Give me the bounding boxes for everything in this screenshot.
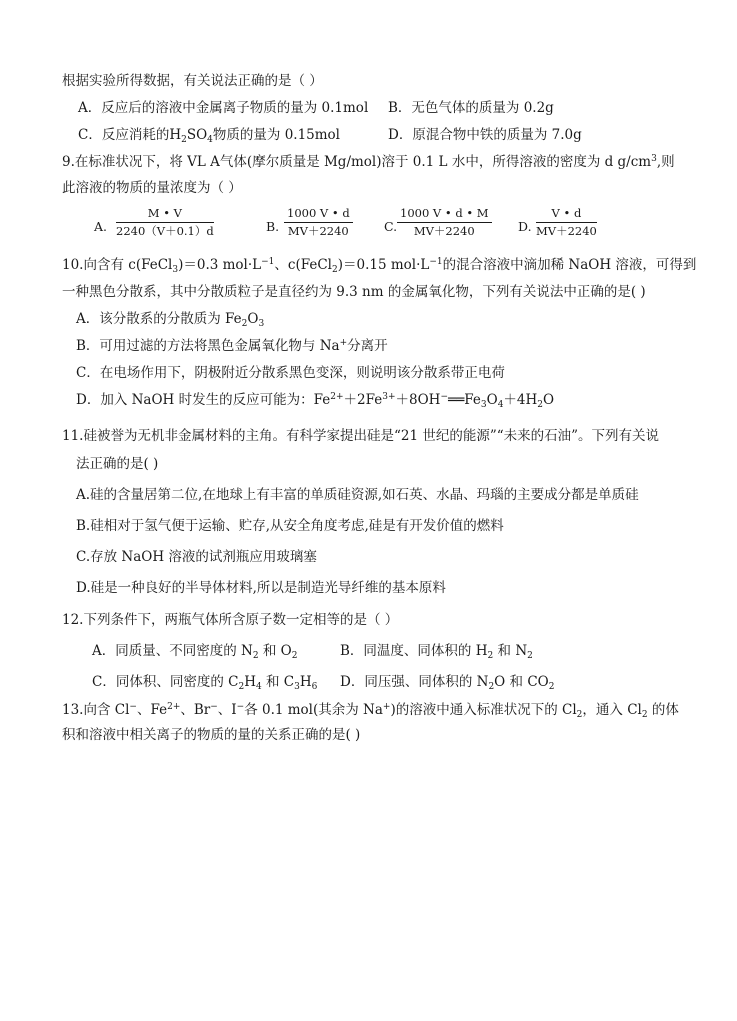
q9-stem-line1: 9.在标准状况下，将 VL A气体(摩尔质量是 Mg/mol)溶于 0.1 L 水中，所得溶液的密度为 d $g/cm^3$,则 bbox=[62, 154, 675, 170]
q8-option-a: A．反应后的溶液中金属离子物质的量为 0.1mol bbox=[78, 100, 369, 116]
q12-option-b: B．同温度、同体积的 $H_2$ 和 $N_2$ bbox=[340, 643, 533, 661]
q10-option-d: D．加入 NaOH 时发生的反应可能为：$Fe^{2+}+2Fe^{3+}+8OH^-══Fe_3O_4+4H_2O$ bbox=[76, 392, 555, 410]
q10-stem-line2: 一种黑色分散系，其中分散质粒子是直径约为 9.3 nm 的金属氧化物，下列有关说法中正确的是( ) bbox=[62, 284, 646, 300]
q9-option-c-fraction: $\frac{1000 V • d • M}{MV+2240}$ bbox=[397, 206, 492, 239]
q12-option-d: D．同压强、同体积的 $N_2O$ 和 $CO_2$ bbox=[340, 674, 555, 692]
q10-stem-line1: 10.向含有 c(FeCl$_3$)＝0.3 $mol\cdot L^{-1}$、c(FeCl$_2$)＝0.15 $mol\cdot L^{-1}$的混合溶液中滴加稀 NaOH 溶液，可得到 bbox=[62, 257, 697, 275]
q12-option-c: C．同体积、同密度的 $C_2H_4$ 和 $C_3H_6$ bbox=[92, 674, 318, 692]
q8-stem: 根据实验所得数据，有关说法正确的是（ ） bbox=[62, 73, 323, 89]
q8-option-b: B．无色气体的质量为 0.2g bbox=[388, 100, 554, 116]
q9-stem-line2: 此溶液的物质的量浓度为（ ） bbox=[62, 180, 242, 196]
q9-option-c-label: C. bbox=[384, 219, 398, 234]
q11-option-c: C.存放 NaOH 溶液的试剂瓶应用玻璃塞 bbox=[76, 549, 317, 565]
q9-option-d-label: D. bbox=[518, 219, 532, 234]
q9-option-d-fraction: $\frac{V • d}{MV+2240}$ bbox=[536, 206, 597, 238]
q9-option-b-label: B. bbox=[266, 219, 280, 234]
q12-stem: 12.下列条件下，两瓶气体所含原子数一定相等的是（ ） bbox=[62, 612, 399, 628]
q11-option-d: D.硅是一种良好的半导体材料,所以是制造光导纤维的基本原料 bbox=[76, 580, 446, 596]
q11-option-a: A.硅的含量居第二位,在地球上有丰富的单质硅资源,如石英、水晶、玛瑙的主要成分都是单质硅 bbox=[76, 487, 639, 503]
q11-stem-line1: 11.硅被誉为无机非金属材料的主角。有科学家提出硅是“21 世纪的能源”“未来的石油”。下列有关说 bbox=[62, 428, 660, 444]
q12-option-a: A．同质量、不同密度的 $N_2$ 和 $O_2$ bbox=[92, 643, 298, 661]
q9-option-a-label: A. bbox=[94, 219, 108, 234]
q8-option-c: C．反应消耗的$H_2SO_4$物质的量为 0.15mol bbox=[78, 127, 341, 145]
q9-option-b-fraction: $\frac{1000 V • d}{MV+2240}$ bbox=[284, 206, 353, 239]
q8-option-d: D．原混合物中铁的质量为 7.0g bbox=[388, 127, 582, 143]
q13-stem-line1: 13.向含 Cl−、$Fe^{2+}$、Br−、I−各 0.1 mol(其余为 Na+)的溶液中通入标准状况下的 $Cl_2$，通入 $Cl_2$ 的体 bbox=[62, 702, 679, 720]
q10-option-a: A．该分散系的分散质为 $Fe_2O_3$ bbox=[76, 311, 265, 329]
q9-option-a-fraction: $\frac{M • V}{2240(V+0.1)d}$ bbox=[116, 206, 214, 238]
q11-stem-line2: 法正确的是( ) bbox=[76, 456, 159, 472]
q10-option-b: B．可用过滤的方法将黑色金属氧化物与 Na+分离开 bbox=[76, 338, 388, 354]
q13-stem-line2: 积和溶液中相关离子的物质的量的关系正确的是( ) bbox=[62, 727, 361, 743]
q11-option-b: B.硅相对于氢气便于运输、贮存,从安全角度考虑,硅是有开发价值的燃料 bbox=[76, 518, 504, 534]
q10-option-c: C．在电场作用下，阴极附近分散系黑色变深，则说明该分散系带正电荷 bbox=[76, 365, 505, 381]
